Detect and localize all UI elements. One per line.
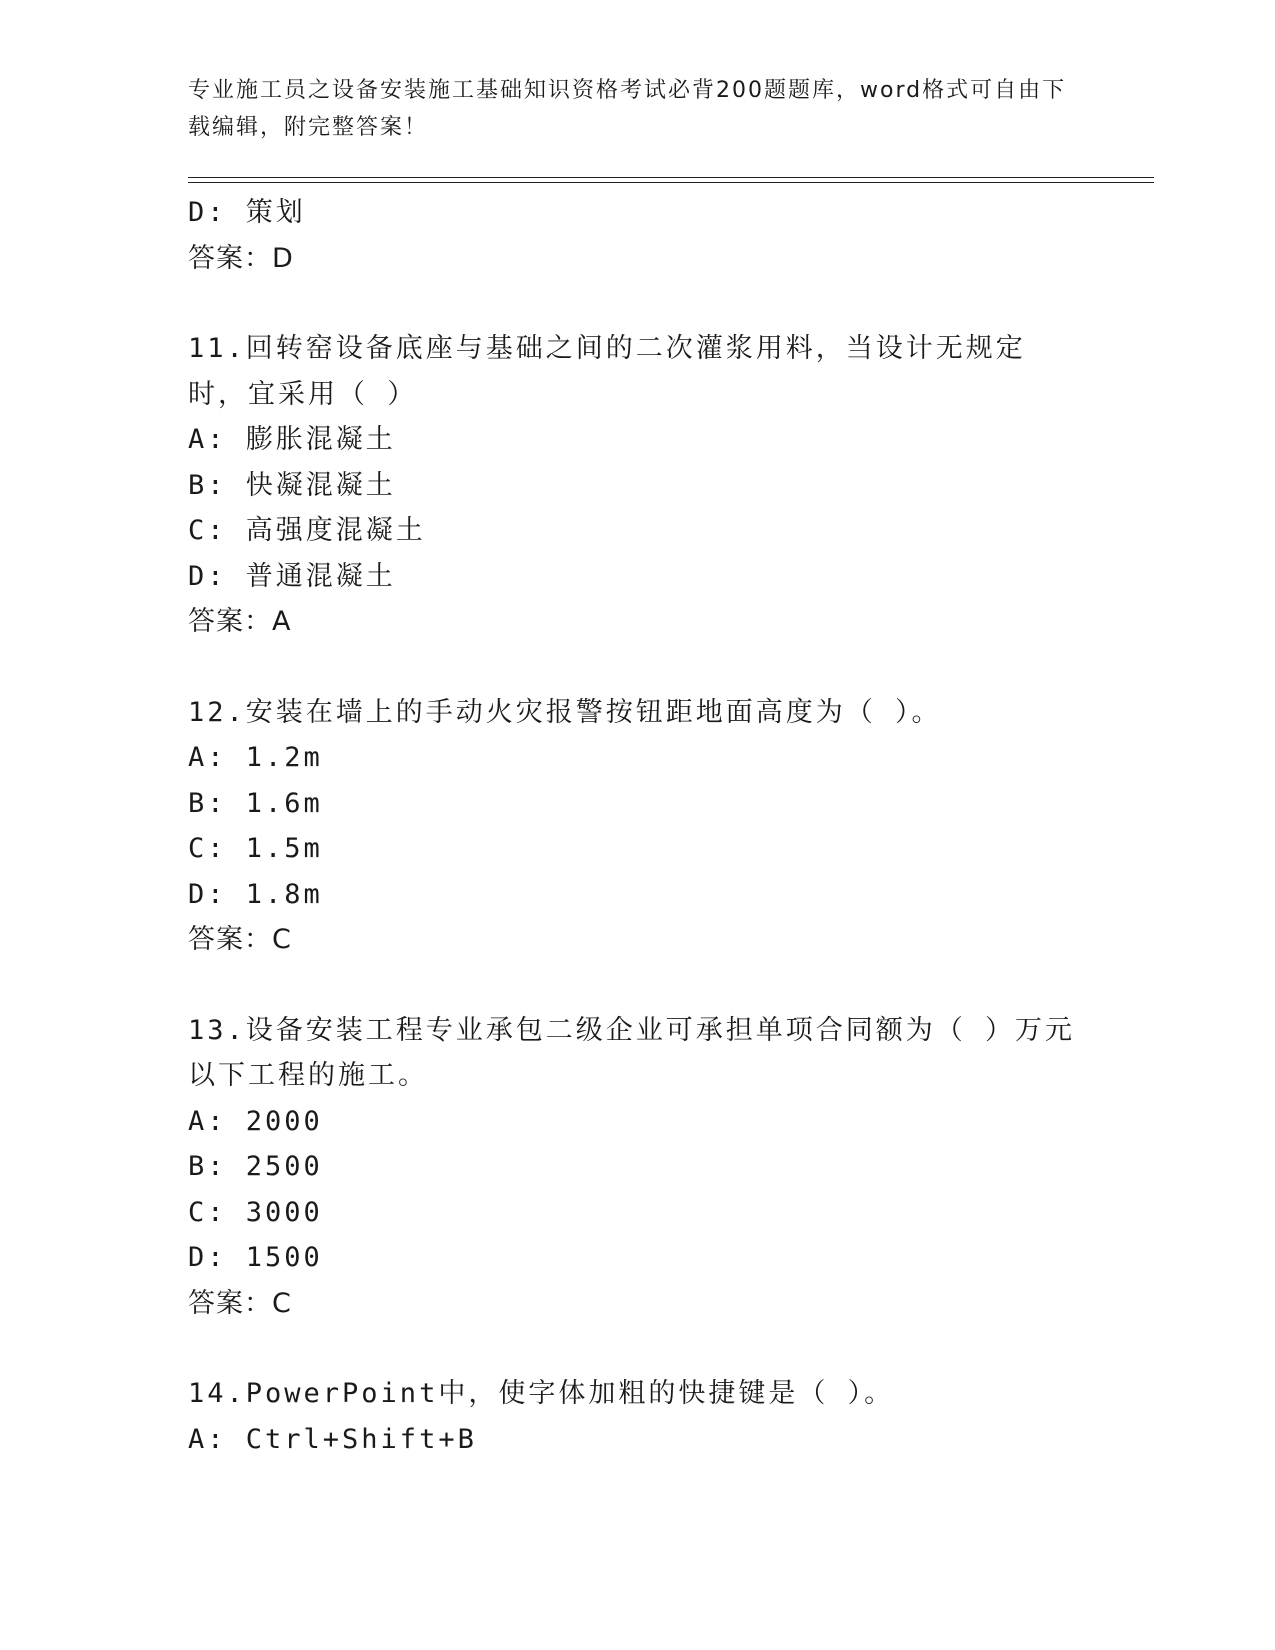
option-a: A: 1.2m — [188, 742, 323, 773]
option-a: A: Ctrl+Shift+B — [188, 1423, 477, 1455]
question-14 — [188, 1371, 1088, 1462]
option-b: B: 2500 — [188, 1151, 323, 1182]
question-stem: 11.回转窑设备底座与基础之间的二次灌浆用料，当设计无规定时，宜采用（ ） — [188, 333, 1026, 410]
option-c: C: 1.5m — [188, 833, 323, 864]
option-b: B: 快凝混凝土 — [188, 469, 396, 501]
question-stem: 13.设备安装工程专业承包二级企业可承担单项合同额为（ ）万元以下工程的施工。 — [188, 1014, 1076, 1091]
header-divider-top — [188, 177, 1154, 178]
option-d: D: 1.8m — [188, 878, 323, 910]
option-b: B: 1.6m — [188, 787, 323, 819]
header-title: 专业施工员之设备安装施工基础知识资格考试必背200题题库，word格式可自由下载编辑，附完整答案！ — [188, 78, 1067, 140]
document-body — [188, 190, 1088, 1462]
option-d: D: 1500 — [188, 1242, 323, 1273]
header-divider-bottom — [188, 182, 1154, 183]
option-a: A: 膨胀混凝土 — [188, 424, 396, 455]
prev-answer: 答案：D — [188, 242, 294, 274]
question-12 — [188, 690, 1088, 963]
option-d: D: 普通混凝土 — [188, 560, 396, 592]
answer: 答案：C — [188, 924, 292, 955]
question-stem: 12.安装在墙上的手动火灾报警按钮距地面高度为（ ）。 — [188, 696, 942, 728]
option-c: C: 高强度混凝土 — [188, 515, 426, 546]
prev-option-d: D: 策划 — [188, 197, 306, 228]
question-13 — [188, 1008, 1088, 1327]
question-stem: 14.PowerPoint中，使字体加粗的快捷键是（ ）。 — [188, 1378, 895, 1409]
question-11 — [188, 326, 1088, 645]
answer: 答案：C — [188, 1287, 292, 1319]
option-c: C: 3000 — [188, 1196, 323, 1228]
answer: 答案：A — [188, 606, 292, 637]
document-header — [188, 72, 1088, 146]
option-a: A: 2000 — [188, 1105, 323, 1137]
